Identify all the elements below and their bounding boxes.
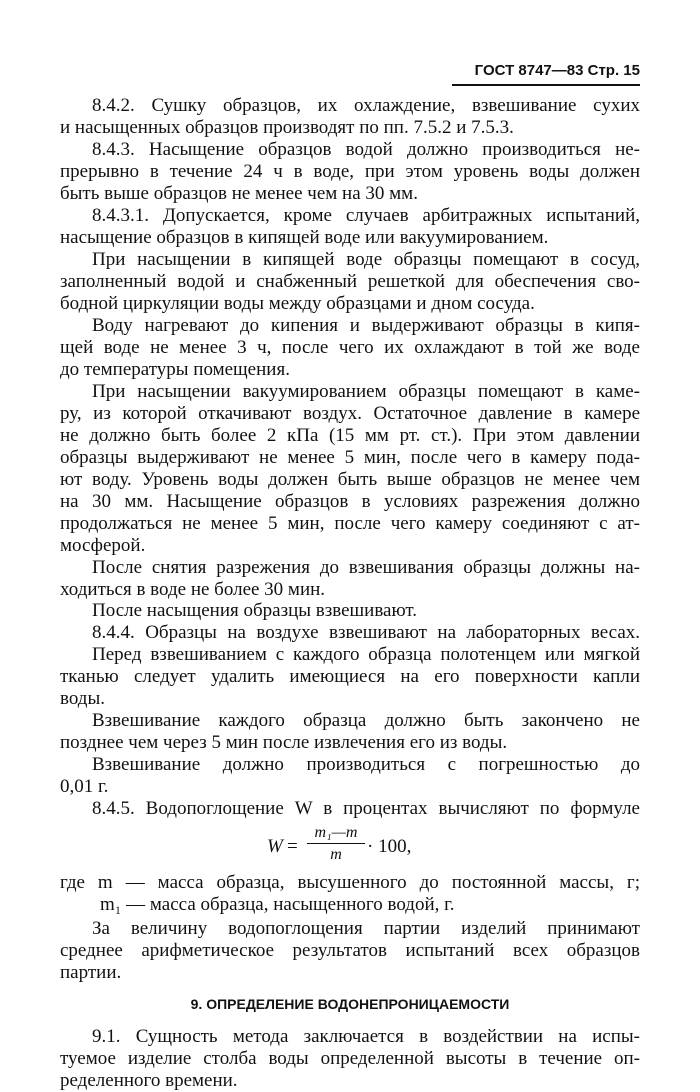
fraction-bar [307,843,365,844]
text-line: При насыщении вакуумированием образцы помещают в каме- [92,381,640,402]
header-rule [452,84,640,86]
formula-numerator: m₁—m [314,824,358,841]
text-line: За величину водопоглощения партии изделий принимают [92,918,640,939]
text-line: позднее чем через 5 мин после извлечения его из воды. [60,732,508,753]
text-line: не должно быть более 2 кПа (15 мм рт. ст.). При этом давлении [60,425,640,446]
running-header: ГОСТ 8747—83 Стр. 15 [474,62,640,79]
text-line: 8.4.3. Насыщение образцов водой должно производиться не- [92,139,640,160]
text-line: m₁ — масса образца, насыщенного водой, г. [100,894,455,915]
text-line: образцы выдерживают не менее 5 мин, после чего в камеру пода- [60,447,640,468]
text-line: ределенного времени. [60,1070,238,1091]
text-line: После снятия разрежения до взвешивания образцы должны на- [92,557,640,578]
text-line: партии. [60,962,122,983]
text-line: тканью следует удалить имеющиеся на его поверхности капли [60,666,640,687]
section-heading: 9. ОПРЕДЕЛЕНИЕ ВОДОНЕПРОНИЦАЕМОСТИ [190,996,510,1012]
text-line: среднее арифметическое результатов испытаний всех образцов [60,940,640,961]
text-line: Перед взвешиванием с каждого образца полотенцем или мягкой [92,644,640,665]
text-line: После насыщения образцы взвешивают. [92,600,418,621]
text-line: 8.4.5. Водопоглощение W в процентах вычисляют по формуле [92,798,640,819]
text-line: до температуры помещения. [60,359,290,380]
text-line: При насыщении в кипящей воде образцы помещают в сосуд, [92,249,640,270]
text-line: заполненный водой и снабженный решеткой для обеспечения сво- [60,271,640,292]
formula-denominator: m [330,846,342,863]
text-line: и насыщенных образцов производят по пп. 7.5.2 и 7.5.3. [60,117,514,138]
text-line: прерывно в течение 24 ч в воде, при этом уровень воды должен [60,161,640,182]
text-line: бодной циркуляции воды между образцами и дном сосуда. [60,293,535,314]
text-line: 8.4.3.1. Допускается, кроме случаев арбитражных испытаний, [92,205,640,226]
text-line: насыщение образцов в кипящей воде или вакуумированием. [60,227,549,248]
text-line: Взвешивание каждого образца должно быть закончено не [92,710,640,731]
text-line: воды. [60,688,105,709]
formula-tail: · 100, [367,836,412,857]
text-line: 9.1. Сущность метода заключается в воздействии на испы- [92,1026,640,1047]
text-line: продолжаться не менее 5 мин, после чего камеру соединяют с ат- [60,513,640,534]
text-line: где m — масса образца, высушенного до постоянной массы, г; [60,872,640,893]
formula-fraction [307,824,365,864]
text-line: 0,01 г. [60,776,109,797]
text-line: быть выше образцов не менее чем на 30 мм. [60,183,418,204]
formula-equals: = [287,836,298,857]
text-line: на 30 мм. Насыщение образцов в условиях разрежения должно [60,491,640,512]
text-line: ют воду. Уровень воды должен быть выше образцов не менее чем [60,469,640,490]
text-line: ру, из которой откачивают воздух. Остаточное давление в камере [60,403,640,424]
text-line: 8.4.4. Образцы на воздухе взвешивают на лабораторных весах. [92,622,640,643]
text-line: туемое изделие столба воды определенной высоты в течение оп- [60,1048,640,1069]
text-line: Взвешивание должно производиться с погрешностью до [92,754,640,775]
text-line: Воду нагревают до кипения и выдерживают образцы в кипя- [92,315,640,336]
text-line: мосферой. [60,535,146,556]
text-line: щей воде не менее 3 ч, после чего их охлаждают в той же воде [60,337,640,358]
text-line: ходиться в воде не более 30 мин. [60,579,326,600]
formula-lhs: W [267,836,283,857]
text-line: 8.4.2. Сушку образцов, их охлаждение, взвешивание сухих [92,95,640,116]
